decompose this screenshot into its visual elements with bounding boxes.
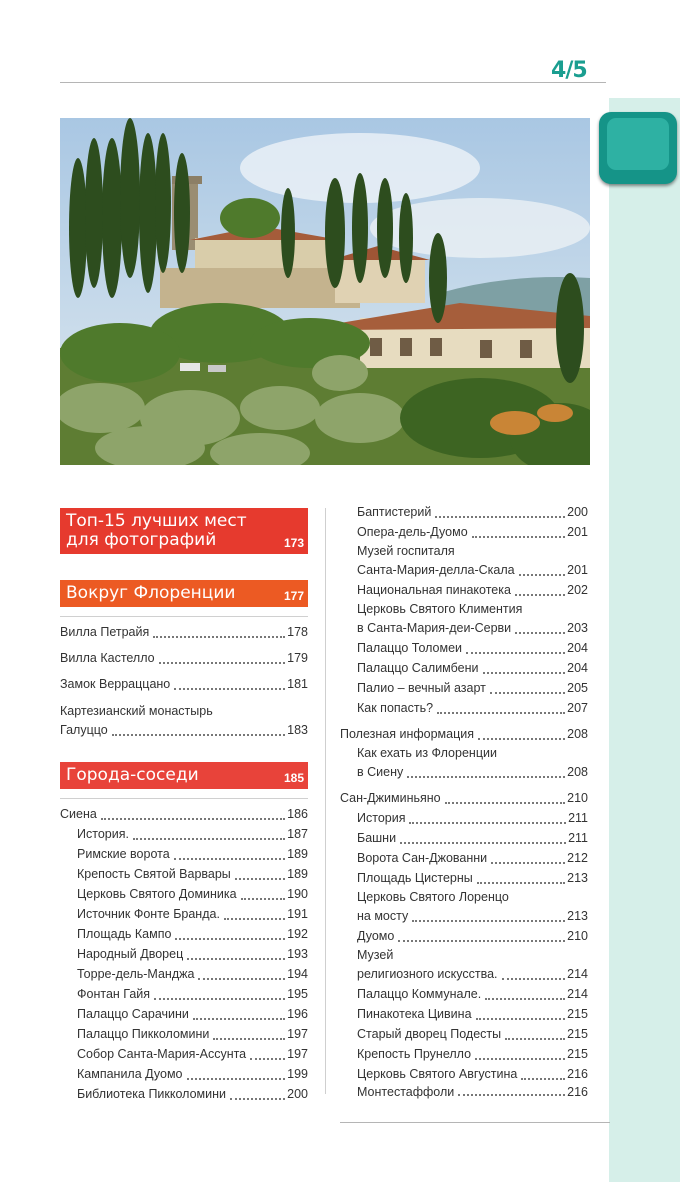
dot-leader: [445, 802, 566, 804]
toc-entry-title: Галуццо: [60, 723, 108, 737]
toc-entry[interactable]: [60, 944, 308, 964]
tuscany-villa-photo: [60, 118, 590, 465]
toc-entry-preline: Как ехать из Флоренции: [357, 746, 497, 760]
dot-leader: [505, 1038, 565, 1040]
toc-entry-title: Полезная информация: [340, 727, 474, 741]
toc-entry[interactable]: [340, 848, 588, 868]
toc-entry-title: Церковь Святого Августина: [357, 1067, 518, 1081]
dot-leader: [409, 822, 566, 824]
toc-entry-page: 213: [567, 871, 588, 885]
toc-entry-title: Вилла Петрайя: [60, 625, 150, 639]
toc-entry-page: 214: [567, 967, 588, 981]
toc-entry-title: Палаццо Коммунале.: [357, 987, 482, 1001]
toc-entry-title: Палаццо Сарачини: [77, 1007, 189, 1021]
dot-leader: [250, 1058, 285, 1060]
dot-leader: [515, 632, 565, 634]
toc-entry[interactable]: [340, 1064, 588, 1084]
dot-leader: [230, 1098, 285, 1100]
dot-leader: [477, 882, 565, 884]
page-sep: /: [565, 58, 573, 83]
toc-entry-preline: Музей: [357, 948, 394, 962]
dot-leader: [478, 738, 565, 740]
toc-entry-title: Церковь Святого Доминика: [77, 887, 237, 901]
toc-entry-title: Римские ворота: [77, 847, 170, 861]
section-title: [66, 512, 247, 550]
dot-leader: [154, 998, 285, 1000]
toc-entry-page: 193: [287, 947, 308, 961]
toc-entry-page: 216: [567, 1067, 588, 1081]
dot-leader: [241, 898, 286, 900]
top-rule: [60, 82, 606, 83]
dot-leader: [515, 594, 565, 596]
toc-entry-title: Народный Дворец: [77, 947, 184, 961]
toc-entry-title: религиозного искусства.: [357, 967, 498, 981]
toc-entry[interactable]: [340, 788, 588, 808]
toc-entry[interactable]: [340, 560, 588, 580]
toc-entry-page: 187: [287, 827, 308, 841]
dot-leader: [187, 958, 285, 960]
section-header-neighbor-towns[interactable]: [60, 762, 308, 789]
toc-entry[interactable]: [60, 924, 308, 944]
toc-entry[interactable]: [60, 1004, 308, 1024]
toc-entry-title: Как попасть?: [357, 701, 434, 715]
dot-leader: [407, 776, 565, 778]
toc-entry[interactable]: [60, 674, 308, 694]
toc-entry-title: Источник Фонте Бранда.: [77, 907, 220, 921]
toc-entry-title: Площадь Цистерны: [357, 871, 473, 885]
section-page: 177: [283, 589, 304, 603]
toc-entry-title: Палаццо Толомеи: [357, 641, 463, 655]
toc-entry-title: в Санта-Мария-деи-Серви: [357, 621, 512, 635]
toc-entry-preline: Церковь Святого Климентия: [357, 602, 523, 616]
toc-entry-page: 203: [567, 621, 588, 635]
toc-entry[interactable]: [340, 1084, 588, 1100]
dot-leader: [398, 940, 565, 942]
dot-leader: [153, 636, 285, 638]
toc-entry-title: Ворота Сан-Джованни: [357, 851, 488, 865]
toc-entry-title: Старый дворец Подесты: [357, 1027, 502, 1041]
toc-entry[interactable]: [340, 868, 588, 888]
toc-entry-page: 204: [567, 661, 588, 675]
toc-entry-title: Дуомо: [357, 929, 395, 943]
toc-entry[interactable]: [340, 698, 588, 718]
toc-entry-title: История: [357, 811, 406, 825]
toc-entry-page: 195: [287, 987, 308, 1001]
dot-leader: [159, 662, 286, 664]
dot-leader: [174, 688, 285, 690]
toc-list-right: [340, 502, 588, 1100]
toc-entry-page: 194: [287, 967, 308, 981]
toc-entry-page: 211: [568, 811, 588, 825]
toc-entry[interactable]: [60, 964, 308, 984]
page-total: 5: [572, 58, 587, 83]
dot-leader: [198, 978, 285, 980]
toc-entry[interactable]: [340, 808, 588, 828]
section-title: Города-соседи: [66, 765, 199, 785]
toc-entry[interactable]: [60, 622, 308, 642]
toc-entry-title: Крепость Святой Варвары: [77, 867, 231, 881]
toc-entry-title: Вилла Кастелло: [60, 651, 155, 665]
toc-entry-page: 189: [287, 847, 308, 861]
toc-right-column: [340, 502, 588, 1100]
dot-leader: [174, 858, 285, 860]
toc-entry[interactable]: [340, 906, 588, 926]
toc-entry-title: Палио – вечный азарт: [357, 681, 486, 695]
toc-entry-page: 215: [567, 1047, 588, 1061]
toc-entry[interactable]: [340, 502, 588, 522]
page-current: 4: [551, 58, 566, 83]
section-title-line: Топ-15 лучших мест: [66, 511, 247, 531]
toc-entry-page: 202: [567, 583, 588, 597]
toc-entry[interactable]: [340, 1024, 588, 1044]
dot-leader: [472, 536, 565, 538]
toc-list-neighbor-towns: [60, 804, 308, 1104]
toc-entry-title: Пинакотека Цивина: [357, 1007, 472, 1021]
section-page: 173: [283, 536, 304, 550]
dot-leader: [476, 1018, 566, 1020]
toc-entry-title: на мосту: [357, 909, 409, 923]
dot-leader: [133, 838, 285, 840]
side-margin-band: [609, 98, 680, 1182]
dot-leader: [490, 692, 565, 694]
toc-entry-preline: Церковь Святого Лоренцо: [357, 890, 509, 904]
toc-entry-preline: Картезианский монастырь: [60, 704, 213, 718]
dot-leader: [458, 1094, 565, 1096]
dot-leader: [485, 998, 565, 1000]
dot-leader: [400, 842, 566, 844]
toc-entry[interactable]: [340, 964, 588, 984]
toc-entry-page: 205: [567, 681, 588, 695]
toc-entry-title: Монтестаффоли: [357, 1085, 455, 1099]
section-title-line: для фотографий: [66, 530, 217, 550]
toc-entry-page: 189: [287, 867, 308, 881]
toc-entry[interactable]: [60, 1064, 308, 1084]
toc-entry-page: 200: [287, 1087, 308, 1101]
dot-leader: [175, 938, 285, 940]
toc-entry-page: 210: [567, 791, 588, 805]
toc-entry[interactable]: [60, 1024, 308, 1044]
toc-entry[interactable]: [340, 1044, 588, 1064]
dot-leader: [521, 1078, 565, 1080]
dot-leader: [412, 920, 565, 922]
toc-entry[interactable]: [60, 804, 308, 824]
toc-entry-page: 197: [287, 1027, 308, 1041]
dot-leader: [187, 1078, 286, 1080]
toc-entry-page: 201: [567, 525, 588, 539]
toc-entry-title: Палаццо Салимбени: [357, 661, 479, 675]
toc-entry[interactable]: [340, 984, 588, 1004]
dot-leader: [437, 712, 565, 714]
dot-leader: [483, 672, 566, 674]
toc-entry[interactable]: [340, 926, 588, 946]
dot-leader: [502, 978, 566, 980]
dot-leader: [193, 1018, 285, 1020]
toc-entry-title: Фонтан Гайя: [77, 987, 151, 1001]
toc-entry-title: Площадь Кампо: [77, 927, 172, 941]
toc-entry-page: 199: [287, 1067, 308, 1081]
toc-entry-page: 191: [287, 907, 308, 921]
toc-entry-page: 215: [567, 1007, 588, 1021]
toc-entry-title: в Сиену: [357, 765, 404, 779]
toc-entry-page: 183: [287, 723, 308, 737]
toc-entry-title: Башни: [357, 831, 397, 845]
toc-entry[interactable]: [60, 904, 308, 924]
toc-entry-title: Библиотека Пикколомини: [77, 1087, 227, 1101]
toc-entry-title: Национальная пинакотека: [357, 583, 511, 597]
toc-entry-page: 213: [567, 909, 588, 923]
toc-entry-title: История.: [77, 827, 129, 841]
dot-leader: [519, 574, 566, 576]
toc-entry[interactable]: [340, 522, 588, 542]
dot-leader: [235, 878, 285, 880]
toc-entry-title: Опера-дель-Дуомо: [357, 525, 468, 539]
toc-entry[interactable]: [60, 864, 308, 884]
dot-leader: [224, 918, 285, 920]
toc-entry-page: 207: [567, 701, 588, 715]
toc-entry-title: Крепость Прунелло: [357, 1047, 472, 1061]
toc-entry-page: 196: [287, 1007, 308, 1021]
toc-entry-page: 181: [287, 677, 308, 691]
chapter-tab[interactable]: [599, 112, 677, 184]
toc-entry[interactable]: [60, 1084, 308, 1104]
toc-entry[interactable]: [340, 678, 588, 698]
dot-leader: [435, 516, 565, 518]
toc-entry[interactable]: [340, 580, 588, 600]
toc-entry-page: 197: [287, 1047, 308, 1061]
toc-entry-page: 186: [287, 807, 308, 821]
toc-entry-page: 178: [287, 625, 308, 639]
section-rule: [60, 798, 308, 799]
toc-entry[interactable]: [340, 1004, 588, 1024]
toc-entry-page: 216: [567, 1085, 588, 1099]
toc-entry-page: 208: [567, 765, 588, 779]
toc-entry-title: Палаццо Пикколомини: [77, 1027, 210, 1041]
toc-entry-title: Торре-дель-Манджа: [77, 967, 195, 981]
dot-leader: [101, 818, 285, 820]
toc-entry[interactable]: [340, 658, 588, 678]
toc-entry[interactable]: [340, 828, 588, 848]
toc-entry-page: 179: [287, 651, 308, 665]
toc-entry[interactable]: [340, 638, 588, 658]
toc-entry-title: Сан-Джиминьяно: [340, 791, 441, 805]
page-indicator: [551, 58, 587, 83]
toc-entry[interactable]: [340, 762, 588, 782]
toc-entry-title: Собор Санта-Мария-Ассунта: [77, 1047, 247, 1061]
dot-leader: [466, 652, 565, 654]
toc-entry-page: 208: [567, 727, 588, 741]
toc-entry-page: 214: [567, 987, 588, 1001]
dot-leader: [475, 1058, 565, 1060]
toc-entry-page: 204: [567, 641, 588, 655]
dot-leader: [213, 1038, 285, 1040]
toc-entry-page: 201: [567, 563, 588, 577]
column-divider: [325, 508, 326, 1094]
bottom-rule: [340, 1122, 610, 1123]
toc-left-column: [60, 508, 308, 1104]
toc-entry[interactable]: [60, 844, 308, 864]
section-title: Вокруг Флоренции: [66, 583, 236, 603]
toc-entry-page: 192: [287, 927, 308, 941]
toc-entry-title: Замок Верраццано: [60, 677, 171, 691]
toc-entry[interactable]: [60, 720, 308, 740]
toc-entry[interactable]: [340, 724, 588, 744]
section-rule: [60, 616, 308, 617]
toc-entry[interactable]: [60, 984, 308, 1004]
toc-entry-page: 215: [567, 1027, 588, 1041]
section-page: 185: [283, 771, 304, 785]
toc-entry[interactable]: [60, 648, 308, 668]
toc-entry-title: Кампанила Дуомо: [77, 1067, 183, 1081]
toc-entry-page: 212: [567, 851, 588, 865]
toc-entry[interactable]: [340, 618, 588, 638]
toc-entry-title: Баптистерий: [357, 505, 432, 519]
toc-entry-preline: Музей госпиталя: [357, 544, 455, 558]
toc-entry-page: 200: [567, 505, 588, 519]
toc-entry[interactable]: [60, 824, 308, 844]
dot-leader: [491, 862, 565, 864]
toc-entry-page: 210: [567, 929, 588, 943]
toc-entry-page: 190: [287, 887, 308, 901]
toc-entry[interactable]: [60, 1044, 308, 1064]
toc-entry-page: 211: [568, 831, 588, 845]
section-header-top15[interactable]: [60, 508, 308, 554]
toc-entry[interactable]: [60, 884, 308, 904]
toc-entry-title: Санта-Мария-делла-Скала: [357, 563, 515, 577]
section-header-around-florence[interactable]: [60, 580, 308, 607]
dot-leader: [112, 734, 285, 736]
toc-entry-title: Сиена: [60, 807, 97, 821]
